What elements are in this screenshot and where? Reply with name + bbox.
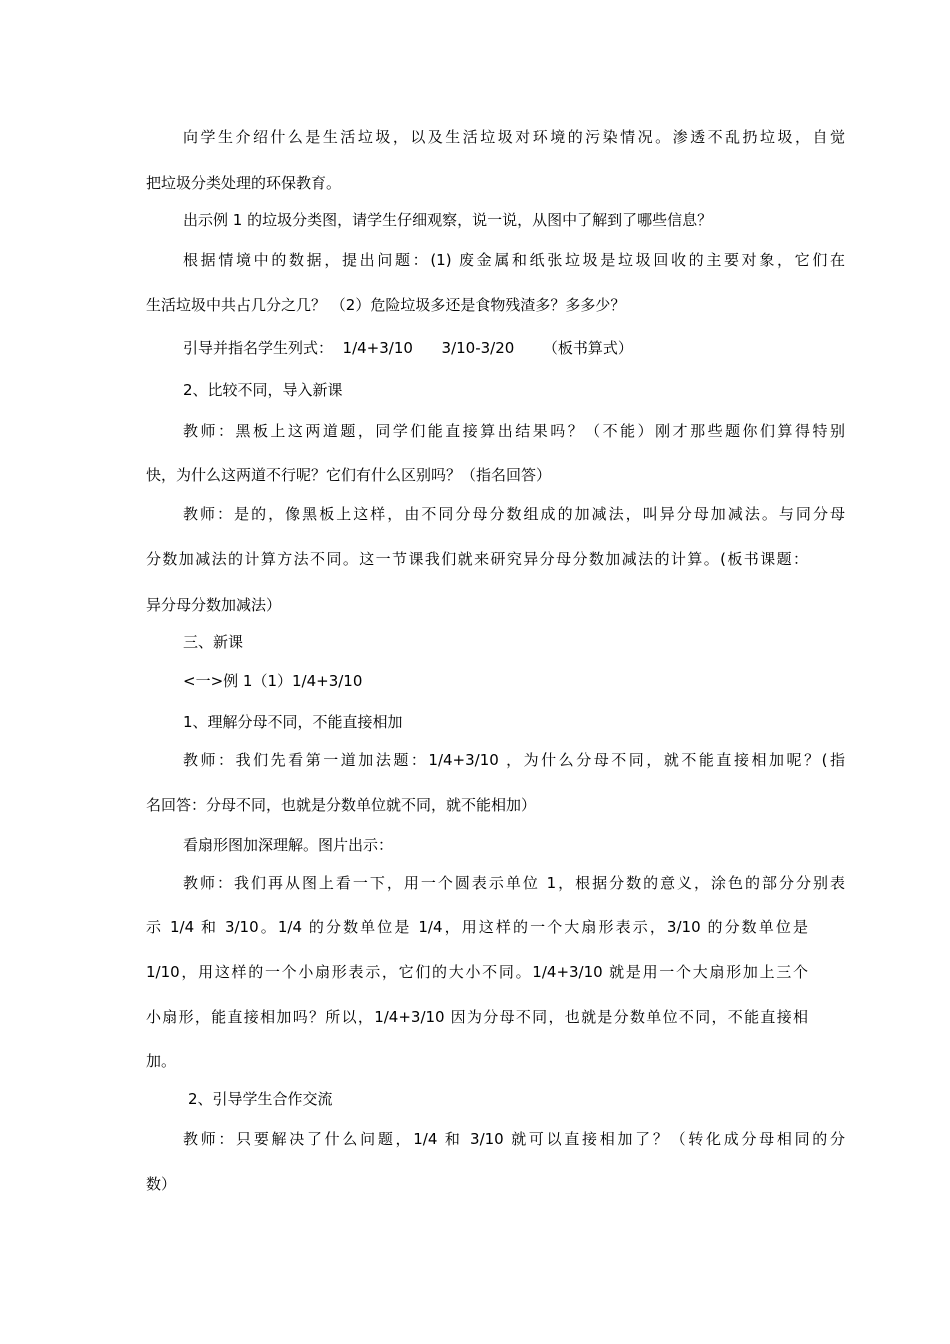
paragraph-line: 教师：只要解决了什么问题，1/4 和 3/10 就可以直接相加了？（转化成分母相同的分 bbox=[183, 1130, 845, 1148]
section-heading: 2、比较不同，导入新课 bbox=[183, 381, 343, 399]
section-heading: 1、理解分母不同，不能直接相加 bbox=[183, 713, 403, 731]
section-heading: <一>例 1（1）1/4+3/10 bbox=[183, 672, 363, 690]
paragraph-line: 加。 bbox=[146, 1052, 177, 1070]
paragraph-line: 教师：我们先看第一道加法题：1/4+3/10 ，为什么分母不同，就不能直接相加呢？(指 bbox=[183, 751, 845, 769]
paragraph-line: 快，为什么这两道不行呢？它们有什么区别吗？（指名回答） bbox=[146, 466, 552, 484]
paragraph-line: 看扇形图加深理解。图片出示： bbox=[183, 836, 394, 854]
paragraph-line: 生活垃圾中共占几分之几？ （2）危险垃圾多还是食物残渣多？多多少？ bbox=[146, 296, 626, 314]
paragraph-line: 示 1/4 和 3/10。1/4 的分数单位是 1/4，用这样的一个大扇形表示，3/10 的分数单位是 bbox=[146, 918, 808, 936]
paragraph-line: 教师：黑板上这两道题，同学们能直接算出结果吗？（不能）刚才那些题你们算得特别 bbox=[183, 422, 845, 440]
paragraph-line: 异分母分数加减法） bbox=[146, 596, 282, 614]
paragraph-line: 教师：我们再从图上看一下，用一个圆表示单位 1，根据分数的意义，涂色的部分分别表 bbox=[183, 874, 845, 892]
paragraph-line: 数） bbox=[146, 1175, 177, 1193]
paragraph-line: 向学生介绍什么是生活垃圾，以及生活垃圾对环境的污染情况。渗透不乱扔垃圾，自觉 bbox=[183, 128, 845, 146]
paragraph-line: 名回答：分母不同，也就是分数单位就不同，就不能相加） bbox=[146, 796, 537, 814]
section-heading: 2、引导学生合作交流 bbox=[188, 1090, 333, 1108]
paragraph-line: 引导并指名学生列式： 1/4+3/10 3/10-3/20 （板书算式） bbox=[183, 339, 633, 357]
paragraph-line: 根据情境中的数据，提出问题：(1) 废金属和纸张垃圾是垃圾回收的主要对象，它们在 bbox=[183, 251, 845, 269]
paragraph-line: 教师：是的，像黑板上这样，由不同分母分数组成的加减法，叫异分母加减法。与同分母 bbox=[183, 505, 845, 523]
paragraph-line: 小扇形，能直接相加吗？所以，1/4+3/10 因为分母不同，也就是分数单位不同，不能直接相 bbox=[146, 1008, 808, 1026]
paragraph-line: 1/10，用这样的一个小扇形表示，它们的大小不同。1/4+3/10 就是用一个大扇形加上三个 bbox=[146, 963, 808, 981]
paragraph-line: 把垃圾分类处理的环保教育。 bbox=[146, 174, 342, 192]
paragraph-line: 分数加减法的计算方法不同。这一节课我们就来研究异分母分数加减法的计算。(板书课题： bbox=[146, 550, 808, 568]
section-heading: 三、新课 bbox=[183, 633, 244, 651]
paragraph-line: 出示例 1 的垃圾分类图，请学生仔细观察，说一说，从图中了解到了哪些信息？ bbox=[183, 211, 713, 229]
